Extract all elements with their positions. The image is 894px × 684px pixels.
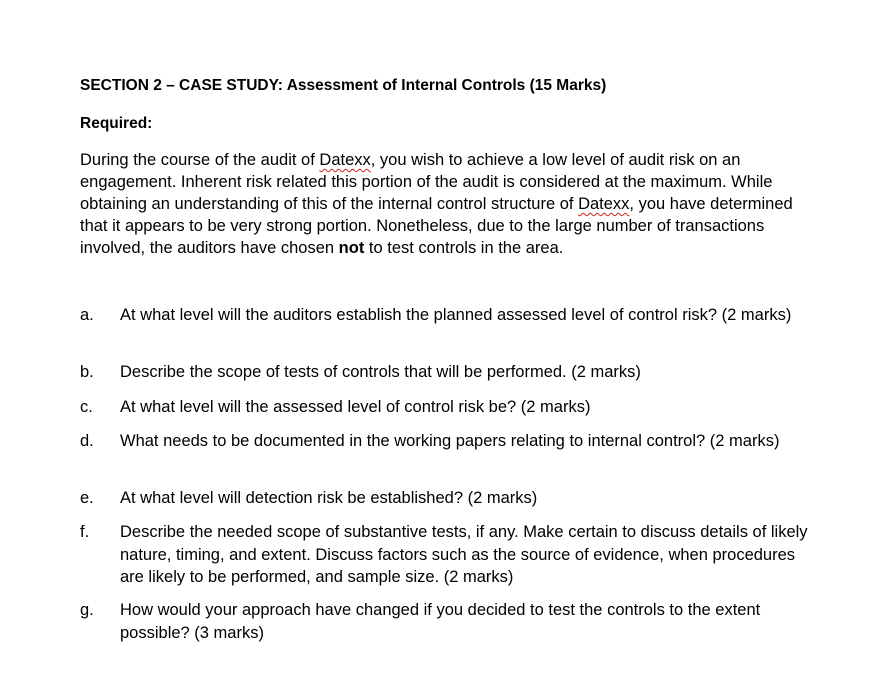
question-text: How would your approach have changed if you decided to test the controls to the extent possible? (3 marks) [120, 601, 761, 642]
section-heading: SECTION 2 – CASE STUDY: Assessment of Internal Controls (15 Marks) [80, 77, 607, 94]
question-letter: g. [80, 601, 94, 619]
intro-emphasis: not [338, 239, 365, 257]
question-text: Describe the scope of tests of controls that will be performed. (2 marks) [120, 363, 641, 381]
question-letter: c. [80, 398, 93, 416]
question-text: At what level will detection risk be established? (2 marks) [120, 489, 538, 507]
intro-paragraph [80, 149, 810, 259]
company-name-misspelled: Datexx [319, 151, 371, 169]
question-text: What needs to be documented in the working papers relating to internal control? (2 marks) [120, 432, 780, 450]
question-text: At what level will the auditors establish the planned assessed level of control risk? (2 marks) [120, 306, 792, 324]
intro-text-3: , you have determined that it appears to be very strong portion. Nonetheless, due to the large number of transactions involved, the auditors have chosen [80, 195, 793, 257]
question-letter: e. [80, 489, 94, 507]
question-letter: b. [80, 363, 94, 381]
question-text: Describe the needed scope of substantive tests, if any. Make certain to discuss details of likely nature, timing, and extent. Discuss factors such as the source of evidence, when procedures are likely to be performed, and sample size. (2 marks) [120, 523, 808, 586]
intro-text-4: to test controls in the area. [364, 239, 564, 257]
question-text: At what level will the assessed level of control risk be? (2 marks) [120, 398, 591, 416]
intro-text-2: , you wish to achieve a low level of audit risk on an engagement. Inherent risk related this portion of the audit is considered at the maximum. While obtaining an understanding of this of the internal control structure of [80, 151, 773, 213]
question-letter: a. [80, 306, 94, 324]
required-label: Required: [80, 115, 153, 132]
question-letter: d. [80, 432, 94, 450]
company-name-misspelled: Datexx [578, 195, 630, 213]
intro-text-1: During the course of the audit of [80, 151, 320, 169]
question-letter: f. [80, 523, 90, 541]
